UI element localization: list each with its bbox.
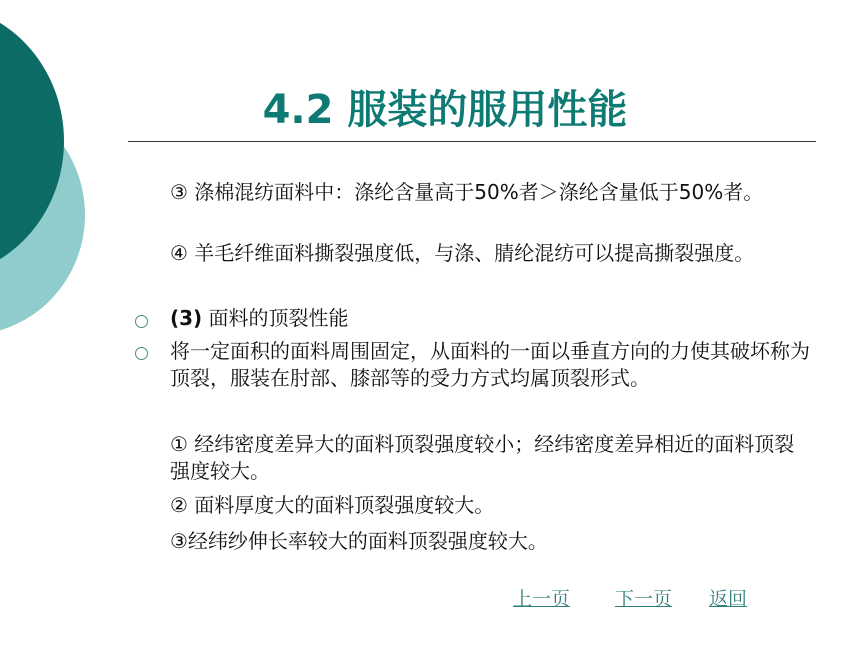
title-divider <box>128 141 816 142</box>
bullet-circle-icon <box>135 315 148 328</box>
back-link[interactable]: 返回 <box>709 588 748 610</box>
paragraph-3: ① 经纬密度差异大的面料顶裂强度较小；经纬密度差异相近的面料顶裂强度较大。 <box>170 432 795 483</box>
paragraph-1: ③ 涤棉混纺面料中：涤纶含量高于50%者＞涤纶含量低于50%者。 <box>170 180 764 204</box>
slide-title: 4.2 服装的服用性能 <box>262 87 628 133</box>
bullet-heading-text: 面料的顶裂性能 <box>202 306 349 330</box>
paragraph-4: ② 面料厚度大的面料顶裂强度较大。 <box>170 493 495 517</box>
bullet-heading <box>170 305 810 332</box>
bullet-number: (3) <box>170 306 203 330</box>
next-page-link[interactable]: 下一页 <box>615 588 673 610</box>
bullet-definition: 将一定面积的面料周围固定，从面料的一面以垂直方向的力使其破坏称为顶裂，服装在肘部、膝部等的受力方式均属顶裂形式。 <box>170 339 810 390</box>
bullet-circle-icon <box>135 347 148 360</box>
paragraph-2: ④ 羊毛纤维面料撕裂强度低，与涤、腈纶混纺可以提高撕裂强度。 <box>170 241 755 265</box>
prev-page-link[interactable]: 上一页 <box>513 588 571 610</box>
paragraph-5: ③经纬纱伸长率较大的面料顶裂强度较大。 <box>170 529 548 553</box>
